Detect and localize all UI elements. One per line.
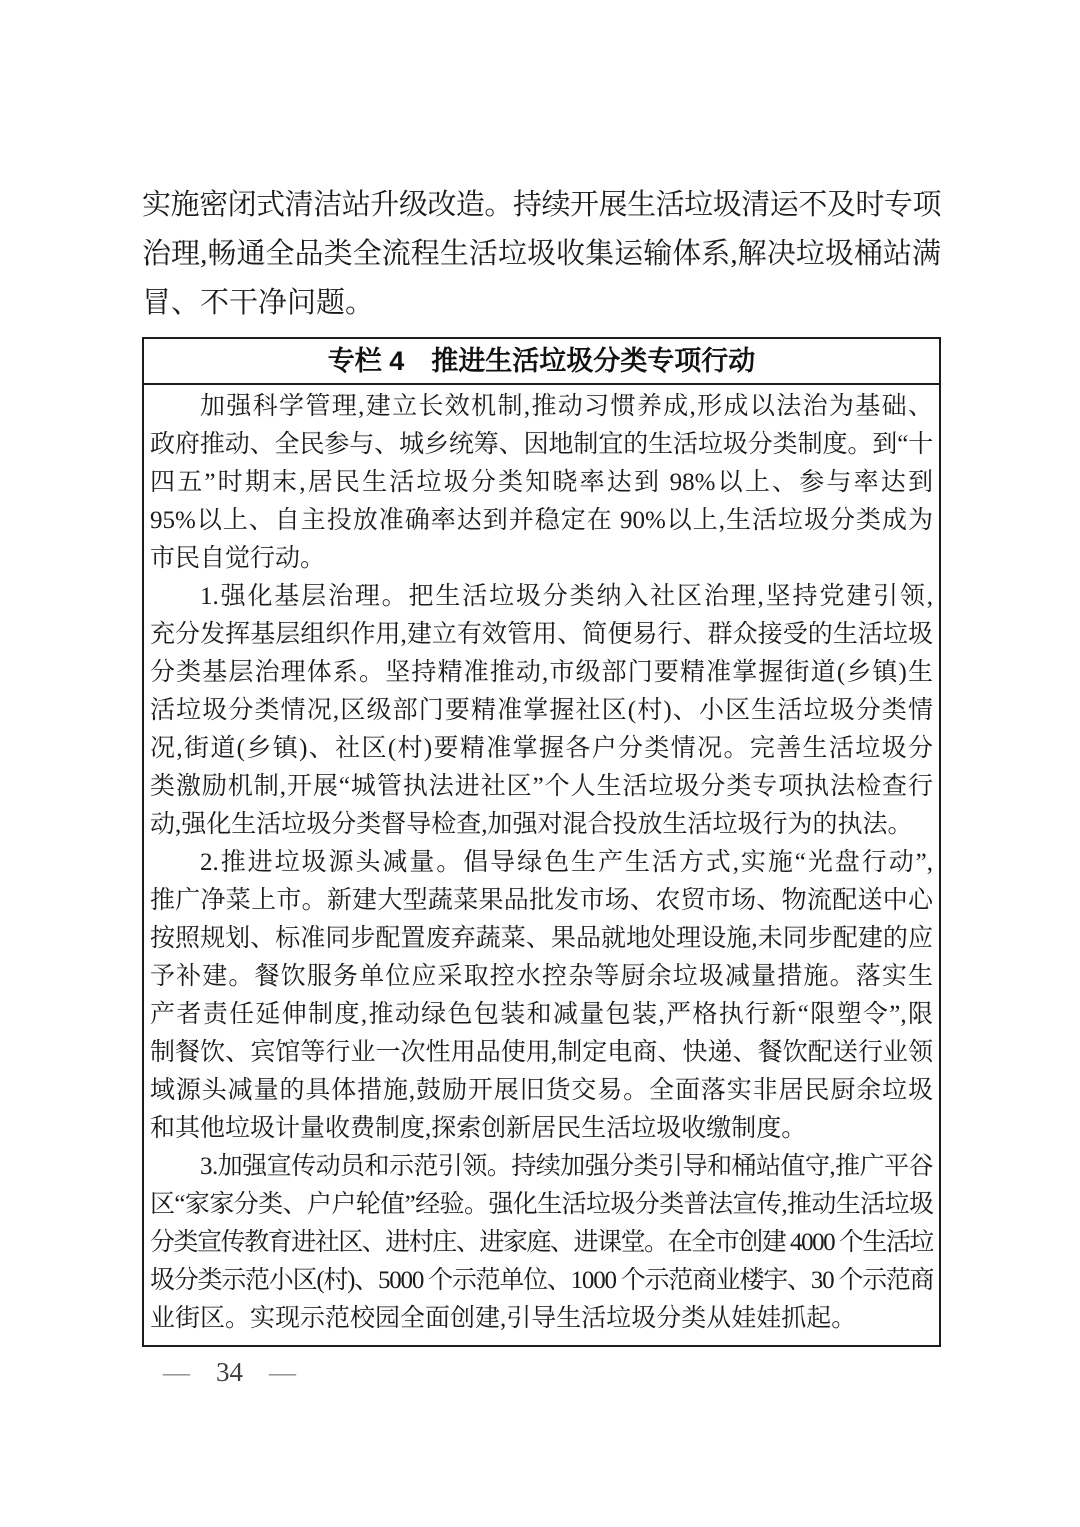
box-paragraph bbox=[150, 844, 933, 1148]
text-line: 况,街道(乡镇)、社区(村)要精准掌握各户分类情况。完善生活垃圾分 bbox=[150, 735, 933, 762]
text-line: 予补建。餐饮服务单位应采取控水控杂等厨余垃圾减量措施。落实生 bbox=[150, 963, 933, 990]
text-line: 分类基层治理体系。坚持精准推动,市级部门要精准掌握街道(乡镇)生 bbox=[150, 659, 933, 686]
box-title-text: 推进生活垃圾分类专项行动 bbox=[431, 346, 756, 376]
text-line: 推广净菜上市。新建大型蔬菜果品批发市场、农贸市场、物流配送中心 bbox=[150, 887, 933, 914]
page-number bbox=[163, 1352, 296, 1392]
text-line: 实施密闭式清洁站升级改造。持续开展生活垃圾清运不及时专项 bbox=[142, 189, 941, 221]
text-line: 动,强化生活垃圾分类督导检查,加强对混合投放生活垃圾行为的执法。 bbox=[150, 811, 913, 838]
box-paragraph bbox=[150, 1148, 933, 1338]
text-line: 四五”时期末,居民生活垃圾分类知晓率达到 98%以上、参与率达到 bbox=[150, 469, 933, 496]
box-title bbox=[144, 339, 939, 385]
text-line: 市民自觉行动。 bbox=[150, 545, 326, 572]
page-number-value: 34 bbox=[216, 1356, 243, 1387]
text-line: 加强科学管理,建立长效机制,推动习惯养成,形成以法治为基础、 bbox=[200, 393, 933, 420]
text-line: 2.推进垃圾源头减量。倡导绿色生产生活方式,实施“光盘行动”, bbox=[200, 849, 933, 876]
body-paragraph bbox=[142, 181, 941, 328]
text-line: 95%以上、自主投放准确率达到并稳定在 90%以上,生活垃圾分类成为 bbox=[150, 507, 933, 534]
text-line: 1.强化基层治理。把生活垃圾分类纳入社区治理,坚持党建引领, bbox=[200, 583, 933, 610]
box-paragraph bbox=[150, 388, 933, 578]
text-line: 3.加强宣传动员和示范引领。持续加强分类引导和桶站值守,推广平谷 bbox=[200, 1153, 933, 1180]
feature-box-column-4 bbox=[142, 337, 941, 1347]
text-line: 制餐饮、宾馆等行业一次性用品使用,制定电商、快递、餐饮配送行业领 bbox=[150, 1039, 933, 1066]
box-paragraph bbox=[150, 578, 933, 844]
text-line: 按照规划、标准同步配置废弃蔬菜、果品就地处理设施,未同步配建的应 bbox=[150, 925, 933, 952]
text-line: 产者责任延伸制度,推动绿色包装和减量包装,严格执行新“限塑令”,限 bbox=[150, 1001, 933, 1028]
text-line: 活垃圾分类情况,区级部门要精准掌握社区(村)、小区生活垃圾分类情 bbox=[150, 697, 933, 724]
box-label: 专栏 4 bbox=[327, 346, 405, 376]
text-line: 政府推动、全民参与、城乡统筹、因地制宜的生活垃圾分类制度。到“十 bbox=[150, 431, 933, 458]
text-line: 域源头减量的具体措施,鼓励开展旧货交易。全面落实非居民厨余垃圾 bbox=[150, 1077, 933, 1104]
text-line: 业街区。实现示范校园全面创建,引导生活垃圾分类从娃娃抓起。 bbox=[150, 1305, 857, 1332]
text-line: 区“家家分类、户户轮值”经验。强化生活垃圾分类普法宣传,推动生活垃圾 bbox=[150, 1191, 933, 1218]
box-body bbox=[144, 385, 939, 1345]
text-line: 圾分类示范小区(村)、5000 个示范单位、1000 个示范商业楼宇、30 个示范商 bbox=[150, 1267, 933, 1294]
text-line: 类激励机制,开展“城管执法进社区”个人生活垃圾分类专项执法检查行 bbox=[150, 773, 933, 800]
text-line: 治理,畅通全品类全流程生活垃圾收集运输体系,解决垃圾桶站满 bbox=[142, 238, 941, 270]
text-line: 冒、不干净问题。 bbox=[142, 287, 375, 319]
page-number-dash-left: — bbox=[163, 1356, 190, 1387]
page-number-dash-right: — bbox=[269, 1356, 296, 1387]
text-line: 充分发挥基层组织作用,建立有效管用、简便易行、群众接受的生活垃圾 bbox=[150, 621, 933, 648]
text-line: 和其他垃圾计量收费制度,探索创新居民生活垃圾收缴制度。 bbox=[150, 1115, 807, 1142]
text-line: 分类宣传教育进社区、进村庄、进家庭、进课堂。在全市创建 4000 个生活垃 bbox=[150, 1229, 933, 1256]
